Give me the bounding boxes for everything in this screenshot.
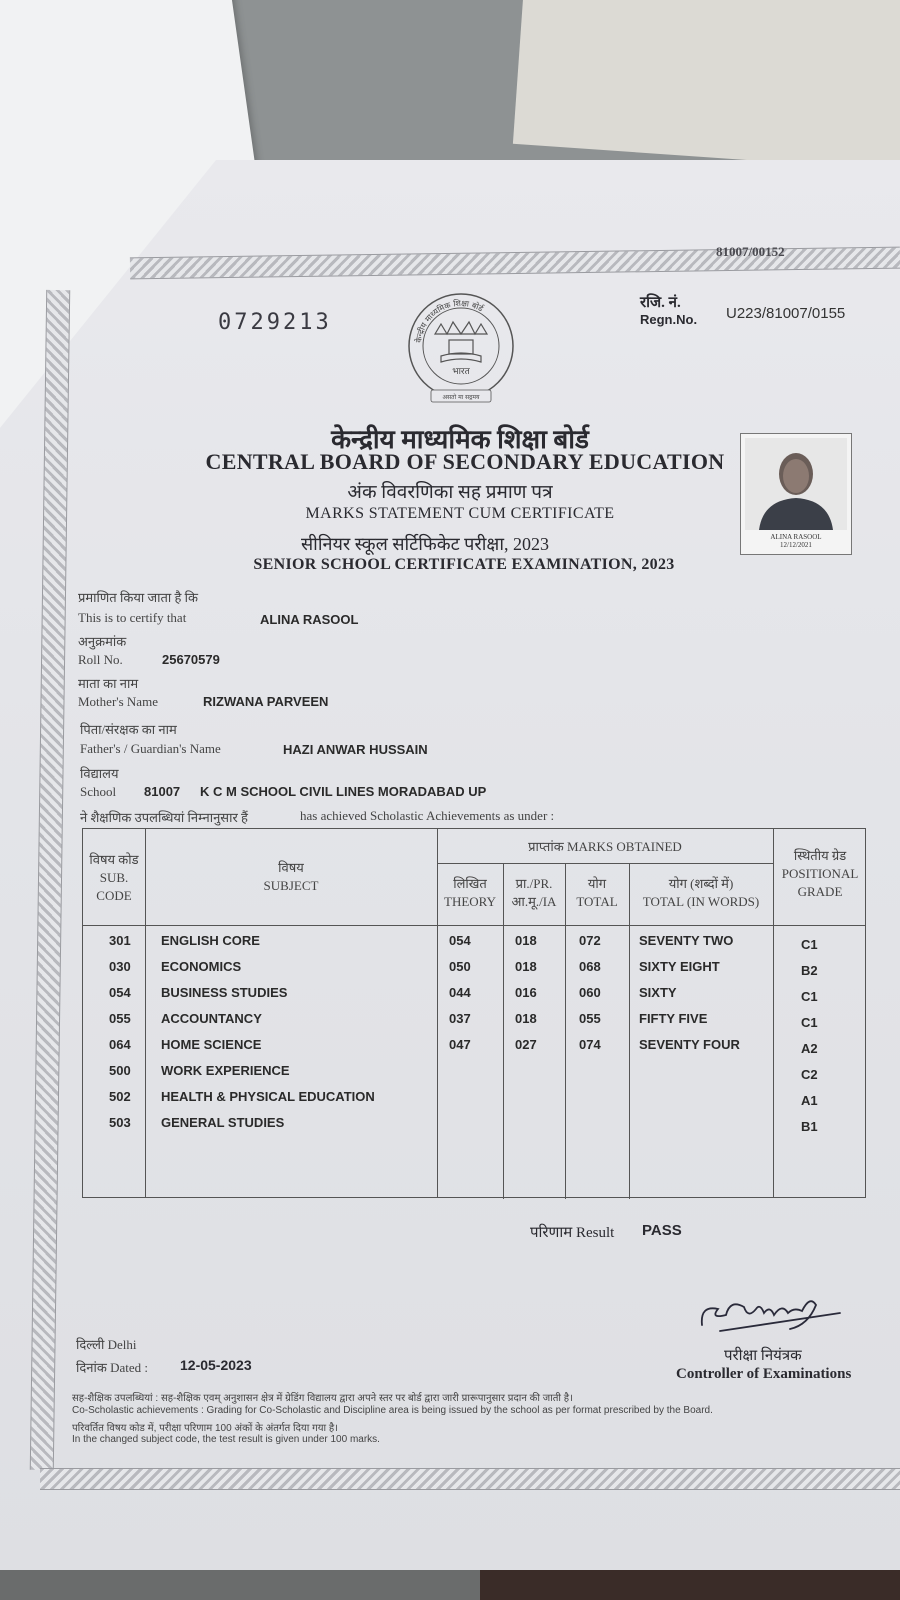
cell-total-words: SIXTY EIGHT (639, 959, 720, 974)
header-total: योग TOTAL (576, 876, 618, 909)
result-label: परिणाम Result (530, 1225, 615, 1241)
header-theory: लिखित THEORY (444, 876, 496, 909)
mother-label: Mother's Name (78, 694, 158, 709)
cell-subject: BUSINESS STUDIES (161, 985, 288, 1000)
school-name: K C M SCHOOL CIVIL LINES MORADABAD UP (200, 784, 487, 799)
cell-subject: ENGLISH CORE (161, 933, 260, 948)
header-total-in-words: योग (शब्दों में) TOTAL (IN WORDS) (642, 876, 760, 909)
cell-subject: HOME SCIENCE (161, 1037, 262, 1052)
date-value: 12-05-2023 (180, 1357, 252, 1373)
table-row (83, 985, 865, 1007)
cell-practical: 018 (515, 1011, 537, 1026)
table-row (83, 959, 865, 981)
cell-total: 055 (579, 1011, 601, 1026)
table-row (83, 1063, 865, 1085)
header-marks-obtained: प्राप्तांक MARKS OBTAINED (528, 839, 682, 854)
cell-subject: ECONOMICS (161, 959, 242, 974)
achieved-label-hindi: ने शैक्षणिक उपलब्धियां निम्नानुसार हैं (80, 810, 248, 825)
certify-label-hindi: प्रमाणित किया जाता है कि (78, 590, 199, 605)
cbse-seal-icon (405, 290, 517, 408)
table-row (83, 933, 865, 955)
cell-grade: B2 (801, 963, 818, 978)
school-code: 81007 (144, 784, 181, 799)
seal-motto: असतो मा सद्गमय (442, 394, 480, 401)
roll-number: 25670579 (162, 652, 220, 667)
regn-label-hindi: रजि. नं. (640, 295, 681, 311)
cell-subject: GENERAL STUDIES (161, 1115, 285, 1130)
table-header-divider (83, 925, 865, 926)
cell-grade: C2 (801, 1067, 818, 1082)
cell-total-words: SIXTY (639, 985, 677, 1000)
cell-code: 064 (109, 1037, 131, 1052)
school-label-hindi: विद्यालय (80, 766, 119, 781)
footnote-hindi: सह-शैक्षिक उपलब्धियां : सह-शैक्षिक एवम् अनुशासन क्षेत्र में ग्रेडिंग विद्यालय द्वारा अपने स्तर पर बोर्ड द्वारा जारी प्रारूपानुसार प्रदान की जाती है। (72, 1393, 573, 1404)
serial-number: 0729213 (218, 310, 332, 335)
cell-total: 060 (579, 985, 601, 1000)
board-title-hindi: केन्द्रीय माध्यमिक शिक्षा बोर्ड (331, 425, 589, 454)
table-row (83, 1115, 865, 1137)
candidate-name: ALINA RASOOL (260, 612, 359, 627)
cell-code: 055 (109, 1011, 131, 1026)
top-code: 81007/00152 (716, 244, 785, 259)
cell-total: 068 (579, 959, 601, 974)
cell-theory: 050 (449, 959, 471, 974)
regn-label: Regn.No. (640, 312, 698, 327)
cell-code: 500 (109, 1063, 131, 1078)
mother-label-hindi: माता का नाम (78, 676, 139, 691)
cell-practical: 018 (515, 933, 537, 948)
photo-caption-name: ALINA RASOOL (770, 533, 822, 541)
person-photo-icon (741, 434, 851, 530)
cell-total-words: SEVENTY FOUR (639, 1037, 740, 1052)
photo-caption-date: 12/12/2021 (780, 541, 812, 549)
cell-total-words: SEVENTY TWO (639, 933, 734, 948)
cell-theory: 044 (449, 985, 471, 1000)
header-positional-grade: स्थितीय ग्रेड POSITIONAL GRADE (781, 848, 859, 899)
cell-total: 072 (579, 933, 601, 948)
roll-label: Roll No. (78, 652, 123, 667)
cell-grade: B1 (801, 1119, 818, 1134)
result-value: PASS (642, 1222, 682, 1239)
footnote: Co-Scholastic achievements : Grading for Co-Scholastic and Discipline area is being issued by the school as per format prescribed by the Board. (72, 1405, 713, 1416)
controller-label: Controller of Examinations (676, 1366, 852, 1382)
cell-theory: 037 (449, 1011, 471, 1026)
footnote: In the changed subject code, the test result is given under 100 marks. (72, 1434, 380, 1445)
cell-practical: 018 (515, 959, 537, 974)
achieved-label: has achieved Scholastic Achievements as under : (300, 808, 555, 823)
photo-caption (744, 533, 848, 549)
cell-grade: A2 (801, 1041, 818, 1056)
cell-code: 054 (109, 985, 131, 1000)
cell-grade: C1 (801, 989, 818, 1004)
father-label-hindi: पिता/संरक्षक का नाम (80, 722, 177, 737)
cell-practical: 027 (515, 1037, 537, 1052)
cell-total-words: FIFTY FIVE (639, 1011, 708, 1026)
header-practical: प्रा./PR. आ.मू./IA (511, 876, 557, 909)
date-label: दिनांक Dated : (76, 1360, 148, 1375)
cell-grade: C1 (801, 937, 818, 952)
roll-label-hindi: अनुक्रमांक (78, 634, 127, 649)
place: दिल्ली Delhi (76, 1337, 137, 1352)
seal-text: केन्द्रीय माध्यमिक शिक्षा बोर्ड (414, 298, 485, 344)
cell-code: 030 (109, 959, 131, 974)
guilloche-border-bottom (40, 1468, 900, 1490)
document-title: MARKS STATEMENT CUM CERTIFICATE (305, 505, 615, 522)
cell-theory: 054 (449, 933, 471, 948)
school-label: School (80, 784, 117, 799)
exam-title-hindi: सीनियर स्कूल सर्टिफिकेट परीक्षा, 2023 (301, 534, 549, 554)
cell-subject: WORK EXPERIENCE (161, 1063, 290, 1078)
cell-theory: 047 (449, 1037, 471, 1052)
table-divider (437, 863, 773, 864)
table-row (83, 1037, 865, 1059)
controller-label-hindi: परीक्षा नियंत्रक (724, 1348, 802, 1364)
cell-grade: A1 (801, 1093, 818, 1108)
board-title: CENTRAL BOARD OF SECONDARY EDUCATION (205, 449, 725, 474)
exam-title: SENIOR SCHOOL CERTIFICATE EXAMINATION, 2023 (253, 556, 675, 573)
background-paper (513, 0, 900, 176)
footnote-hindi: परिवर्तित विषय कोड में, परीक्षा परिणाम 100 अंकों के अंतर्गत दिया गया है। (72, 1423, 338, 1434)
cell-total: 074 (579, 1037, 601, 1052)
table-row (83, 1089, 865, 1111)
cell-code: 502 (109, 1089, 131, 1104)
father-name: HAZI ANWAR HUSSAIN (283, 742, 428, 757)
svg-text:केन्द्रीय माध्यमिक शिक्षा बोर् (413, 298, 486, 344)
cell-subject: HEALTH & PHYSICAL EDUCATION (161, 1089, 375, 1104)
cell-practical: 016 (515, 985, 537, 1000)
header-sub-code: विषय कोड SUB. CODE (89, 852, 139, 903)
mother-name: RIZWANA PARVEEN (203, 694, 329, 709)
table-row (83, 1011, 865, 1033)
cell-grade: C1 (801, 1015, 818, 1030)
marks-table (82, 828, 866, 1198)
document-title-hindi: अंक विवरणिका सह प्रमाण पत्र (347, 482, 553, 503)
seal-country: भारत (452, 367, 470, 377)
cell-code: 503 (109, 1115, 131, 1130)
cell-code: 301 (109, 933, 131, 948)
cell-subject: ACCOUNTANCY (161, 1011, 262, 1026)
header-subject: विषय SUBJECT (263, 860, 319, 893)
regn-number: U223/81007/0155 (726, 305, 846, 322)
father-label: Father's / Guardian's Name (80, 741, 221, 756)
certify-label: This is to certify that (78, 610, 187, 625)
controller-signature-icon (690, 1285, 850, 1345)
